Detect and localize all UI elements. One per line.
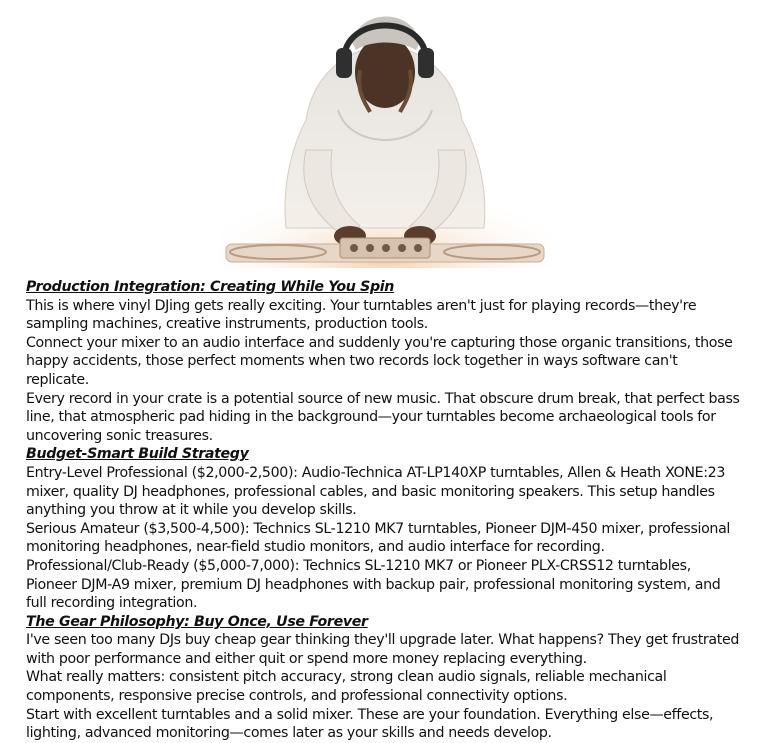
paragraph: I've seen too many DJs buy cheap gear thinking they'll upgrade later. What happens? They get frustrated with poor performance and either quit or spend more money replacing everything.: [26, 632, 739, 667]
paragraph: Every record in your crate is a potential source of new music. That obscure drum break, that perfect bass line, that atmospheric pad hiding in the background—your turntables become archaeological tools for uncovering sonic treasures.: [26, 390, 740, 444]
article-body: [26, 278, 742, 743]
paragraph: Serious Amateur ($3,500-4,500): Technics SL-1210 MK7 turntables, Pioneer DJM-450 mixer, professional monitoring headphones, near-field studio monitors, and audio interface for recording.: [26, 520, 731, 556]
paragraph: Connect your mixer to an audio interface and suddenly you're capturing those organic transitions, those happy accidents, those perfect moments when two records lock together in ways software can't replicate.: [26, 334, 733, 388]
paragraph: Entry-Level Professional ($2,000-2,500): Audio-Technica AT-LP140XP turntables, Allen & Heath XONE:23 mixer, quality DJ headphones, professional cables, and basic monitoring speakers. This setup handles anything you throw at it while you develop skills.: [26, 464, 726, 519]
section-heading-production: Production Integration: Creating While You Spin: [26, 279, 395, 295]
dj-mixing-illustration: [220, 0, 550, 268]
section-heading-gear-philosophy: The Gear Philosophy: Buy Once, Use Forever: [26, 613, 368, 630]
paragraph: Start with excellent turntables and a solid mixer. These are your foundation. Everything else—effects, lighting, advanced monitoring—comes later as your skills and needs develop.: [26, 706, 714, 742]
paragraph: Professional/Club-Ready ($5,000-7,000): Technics SL-1210 MK7 or Pioneer PLX-CRSS12 turntables, Pioneer DJM-A9 mixer, premium DJ headphones with backup pair, professional monitoring system, and full recording integration.: [26, 557, 721, 612]
paragraph: What really matters: consistent pitch accuracy, strong clean audio signals, reliable mechanical components, responsive precise controls, and professional connectivity options.: [26, 669, 667, 705]
paragraph: This is where vinyl DJing gets really exciting. Your turntables aren't just for playing records—they're sampling machines, creative instruments, production tools.: [26, 297, 697, 333]
section-heading-budget: Budget-Smart Build Strategy: [26, 446, 249, 463]
